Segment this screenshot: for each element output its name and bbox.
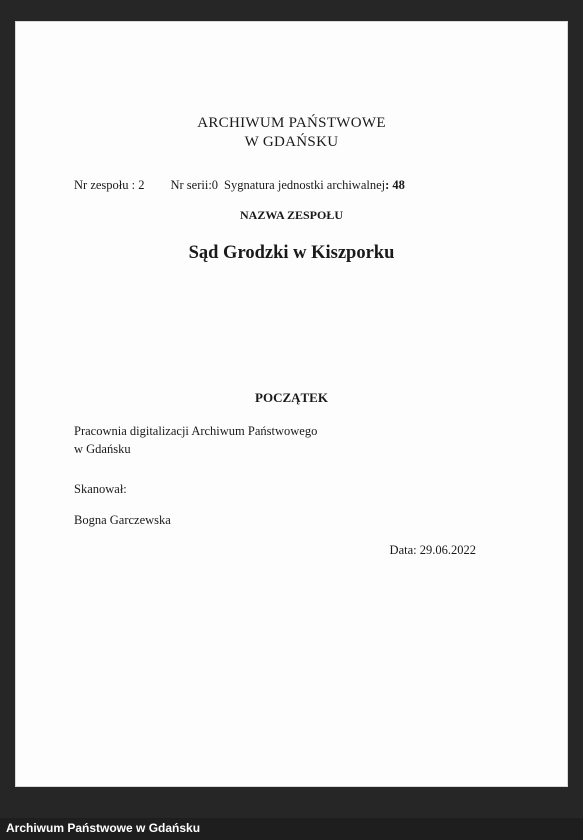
scan-date: Data: 29.06.2022 xyxy=(389,543,476,557)
scanner-name: Bogna Garczewska xyxy=(74,513,171,527)
digitization-workshop xyxy=(74,422,317,458)
workshop-line1: Pracownia digitalizacji Archiwum Państwowego xyxy=(74,424,318,438)
signature-value: : 48 xyxy=(385,178,405,192)
fonds-number: Nr zespołu : 2 xyxy=(74,178,145,192)
document-page xyxy=(16,22,567,786)
series-number: Nr serii:0 xyxy=(170,178,219,192)
signature-label: Sygnatura jednostki archiwalnej xyxy=(224,178,386,192)
archive-name-line1: ARCHIWUM PAŃSTWOWE xyxy=(197,115,386,131)
start-heading: POCZĄTEK xyxy=(255,390,328,405)
footer-bar xyxy=(0,818,583,840)
archive-name-line2: W GDAŃSKU xyxy=(244,134,339,150)
footer-caption: Archiwum Państwowe w Gdańsku xyxy=(6,821,201,835)
scanned-by-label: Skanował: xyxy=(74,482,127,496)
reference-line xyxy=(74,178,405,193)
workshop-line2: w Gdańsku xyxy=(74,442,131,456)
archive-name xyxy=(16,114,567,152)
fonds-name: Sąd Grodzki w Kiszporku xyxy=(188,243,395,263)
fonds-heading: NAZWA ZESPOŁU xyxy=(239,208,344,222)
